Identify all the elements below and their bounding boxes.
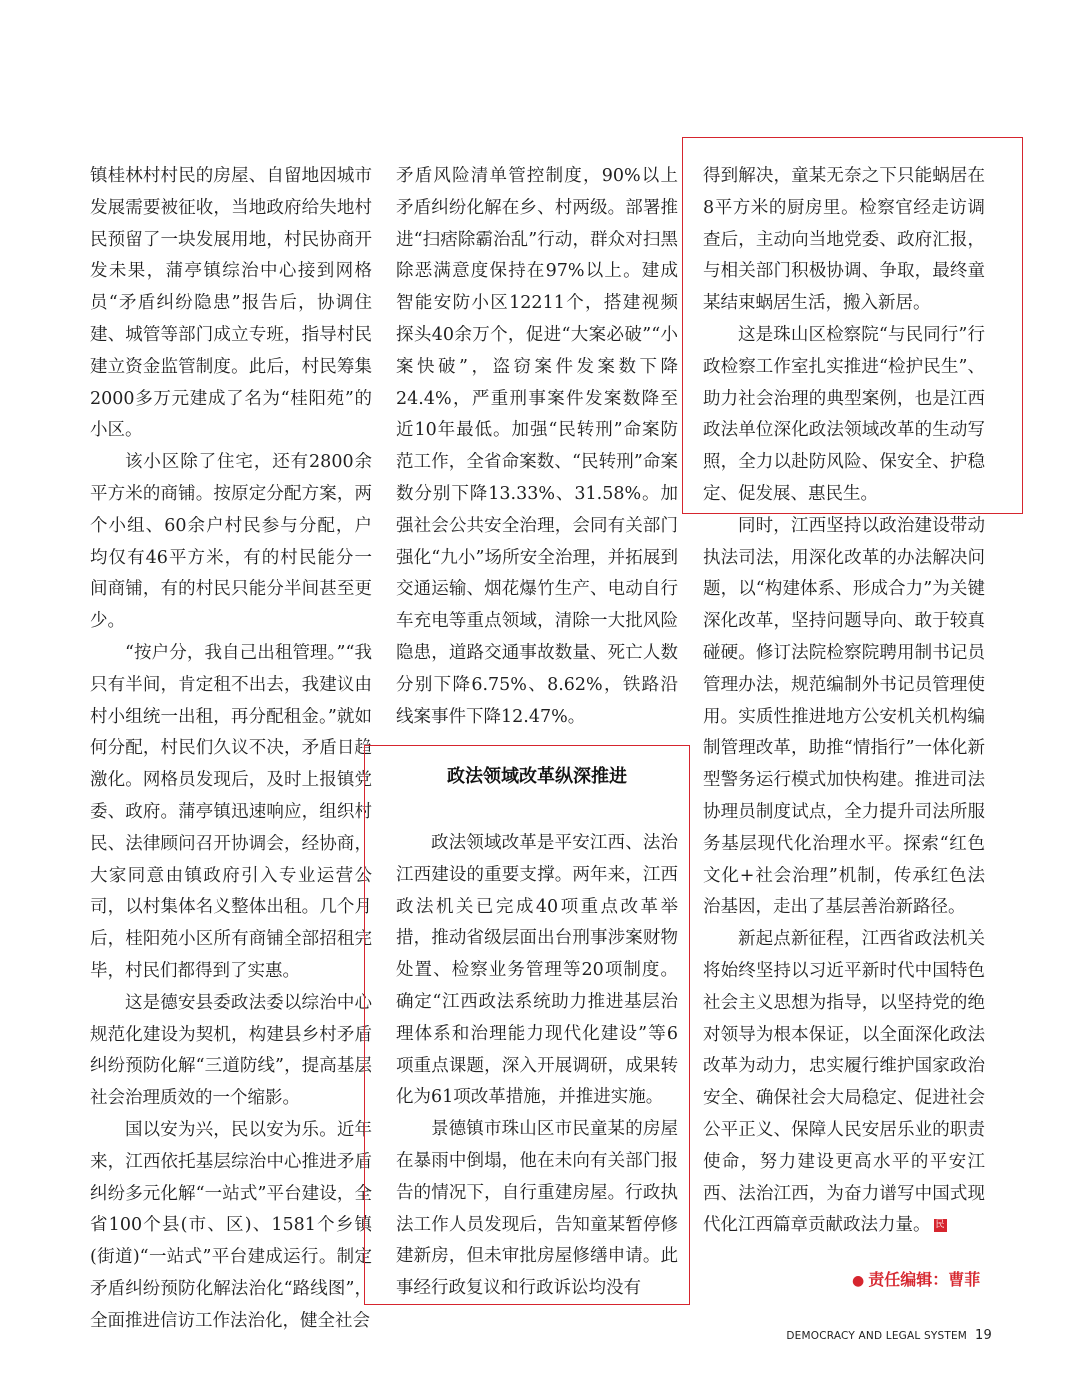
column-middle (396, 161, 678, 733)
paragraph: 该小区除了住宅，还有2800余平方米的商铺。按原定分配方案，两个小组、60余户村民参与分配，户均仅有46平方米，有的村民能分一间商铺，有的村民只能分半间甚至更少。 (90, 452, 372, 632)
magazine-name: DEMOCRACY AND LEGAL SYSTEM (786, 1330, 968, 1342)
paragraph: 矛盾风险清单管控制度，90%以上矛盾纠纷化解在乡、村两级。部署推进“扫痞除霸治乱”行动，群众对扫黑除恶满意度保持在97%以上。建成智能安防小区12211个，搭建视频探头40余万个，促进“大案必破”“小案快破”，盗窃案件发案数下降24.4%，严重刑事案件发案数降至近10年最低。加强“民转刑”命案防范工作，全省命案数、“民转刑”命案数分别下降13.33%、31.58%。加强社会公共安全治理，会同有关部门强化“九小”场所安全治理，并拓展到交通运输、烟花爆竹生产、电动自行车充电等重点领域，清除一大批风险隐患，道路交通事故数量、死亡人数分别下降6.75%、8.62%，铁路沿线案事件下降12.47%。 (396, 166, 678, 727)
bullet-dot-icon: ● (852, 1273, 865, 1289)
page-footer (760, 1327, 992, 1345)
highlight-box-top-right (682, 137, 1023, 514)
section-paragraph: 政法领域改革是平安江西、法治江西建设的重要支撑。两年来，江西政法机关已完成40项重点改革举措，推动省级层面出台刑事涉案财物处置、检察业务管理等20项制度。确定“江西政法系统助力推进基层治理体系和治理能力现代化建设”等6项重点课题，深入开展调研，成果转化为61项改革措施，并推进实施。 (396, 833, 678, 1108)
paragraph: 得到解决，童某无奈之下只能蜗居在8平方米的厨房里。检察官经走访调查后，主动向当地党委、政府汇报，与相关部门积极协调、争取，最终童某结束蜗居生活，搬入新居。 (703, 166, 985, 314)
paragraph: 镇桂林村村民的房屋、自留地因城市发展需要被征收，当地政府给失地村民预留了一块发展用地，村民协商开发未果，蒲亭镇综治中心接到网格员“矛盾纠纷隐患”报告后，协调住建、城管等部门成立专班，指导村民建立资金监管制度。此后，村民筹集2000多万元建成了名为“桂阳苑”的小区。 (90, 166, 372, 441)
column-left (90, 161, 372, 1337)
paragraph: 这是德安县委政法委以综治中心规范化建设为契机，构建县乡村矛盾纠纷预防化解“三道防线”，提高基层社会治理质效的一个缩影。 (90, 992, 372, 1109)
paragraph: 新起点新征程，江西省政法机关将始终坚持以习近平新时代中国特色社会主义思想为指导，以坚持党的绝对领导为根本保证，以全面深化政法改革为动力，忠实履行维护国家政治安全、确保社会大局稳定、促进社会公平正义、保障人民安居乐业的职责使命，努力建设更高水平的平安江西、法治江西，为奋力谱写中国式现代化江西篇章贡献政法力量。 民 (703, 929, 985, 1236)
section-paragraph: 景德镇市珠山区市民童某的房屋在暴雨中倒塌，他在未向有关部门报告的情况下，自行重建房屋。行政执法工作人员发现后，告知童某暂停修建新房，但未审批房屋修缮申请。此事经行政复议和行政诉讼均没有 (396, 1119, 678, 1299)
article-end-icon: 民 (935, 1220, 945, 1231)
highlight-box-middle (364, 745, 690, 1305)
paragraph: 同时，江西坚持以政治建设带动执法司法，用深化改革的办法解决问题，以“构建体系、形成合力”为关键深化改革，坚持问题导向、敢于较真碰硬。修订法院检察院聘用制书记员管理办法，规范编制外书记员管理使用。实质性推进地方公安机关机构编制管理改革，助推“情指行”一体化新型警务运行模式加快构建。推进司法协理员制度试点，全力提升司法所服务基层现代化治理水平。探索“红色文化+社会治理”机制，传承红色法治基因，走出了基层善治新路径。 (703, 515, 985, 918)
section-heading: 政法领域改革纵深推进 (447, 766, 627, 787)
paragraph: 国以安为兴，民以安为乐。近年来，江西依托基层综治中心推进矛盾纠纷多元化解“一站式”平台建设，全省100个县(市、区)、1581个乡镇(街道)“一站式”平台建成运行。制定矛盾纠纷预防化解法治化“路线图”，全面推进信访工作法治化，健全社会 (90, 1119, 372, 1331)
paragraph: 这是珠山区检察院“与民同行”行政检察工作室扎实推进“检护民生”、助力社会治理的典型案例，也是江西政法单位深化政法领域改革的生动写照，全力以赴防风险、保安全、护稳定、促发展、惠民生。 (703, 324, 985, 504)
responsible-editor (852, 1268, 992, 1293)
page-number: 19 (975, 1328, 992, 1343)
editor-label: 责任编辑：曹菲 (868, 1270, 981, 1289)
paragraph: “按户分，我自己出租管理。”“我只有半间，肯定租不出去，我建议由村小组统一出租，再分配租金。”就如何分配，村民们久议不决，矛盾日趋激化。网格员发现后，及时上报镇党委、政府。蒲亭镇迅速响应，组织村民、法律顾问召开协调会，经协商，大家同意由镇政府引入专业运营公司，以村集体名义整体出租。几个月后，桂阳苑小区所有商铺全部招租完毕，村民们都得到了实惠。 (90, 642, 372, 981)
